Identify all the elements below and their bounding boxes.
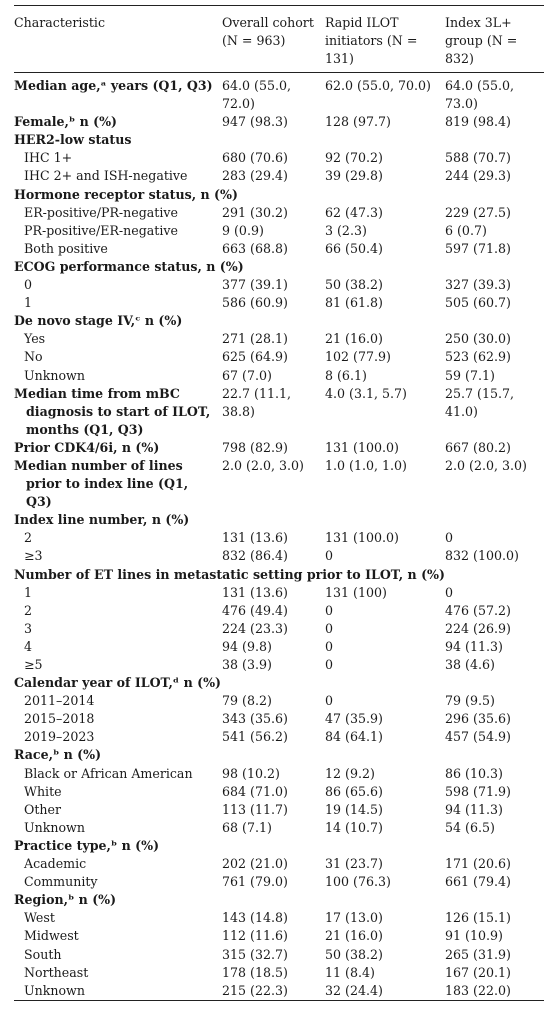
row-label-cell: 4 <box>24 638 33 654</box>
row-label-cell: Northeast <box>24 964 89 980</box>
row-label-cell: Academic <box>24 856 87 872</box>
value-cell: 684 (71.0) <box>222 783 288 799</box>
value-cell <box>325 403 445 421</box>
row-label-cell: 2 <box>24 602 33 618</box>
value-cell: 663 (68.8) <box>222 240 288 256</box>
table-row <box>14 584 544 602</box>
row-label-cell: Other <box>24 801 61 817</box>
value-cell: 0 <box>445 530 454 546</box>
table-row <box>14 421 544 439</box>
baseline-characteristics-table-page <box>14 0 544 1001</box>
value-cell: 91 (10.9) <box>445 928 503 944</box>
table-row <box>14 294 544 312</box>
value-cell: 598 (71.9) <box>445 783 511 799</box>
value-cell: 265 (31.9) <box>445 946 511 962</box>
value-cell: 128 (97.7) <box>325 114 391 130</box>
value-cell: 250 (30.0) <box>445 331 511 347</box>
value-cell: 94 (11.3) <box>445 801 503 817</box>
value-cell: 667 (80.2) <box>445 439 511 455</box>
table-row <box>14 312 544 330</box>
value-cell: 0 <box>325 620 334 636</box>
value-cell <box>325 475 445 493</box>
table-row <box>14 204 544 222</box>
row-label-cell: Both positive <box>24 240 108 256</box>
value-cell: 476 (49.4) <box>222 602 288 618</box>
row-label-cell: Median number of lines <box>14 457 183 473</box>
value-cell: 8 (6.1) <box>325 367 367 383</box>
header-rapid-ilot-initiators: Rapid ILOT initiators (N = 131) <box>325 6 445 73</box>
row-label-cell: IHC 1+ <box>24 150 73 166</box>
table-row <box>14 982 544 1001</box>
value-cell <box>325 493 445 511</box>
value-cell: 62 (47.3) <box>325 204 383 220</box>
section-heading-cell: Calendar year of ILOT,ᵈ n (%) <box>14 675 222 691</box>
table-row <box>14 674 544 692</box>
table-row <box>14 457 544 475</box>
value-cell: 79 (8.2) <box>222 693 272 709</box>
row-label-cell: Median time from mBC <box>14 385 180 401</box>
section-heading-cell: HER2-low status <box>14 132 132 148</box>
value-cell: 315 (32.7) <box>222 946 288 962</box>
value-cell <box>445 475 544 493</box>
value-cell: 588 (70.7) <box>445 150 511 166</box>
table-row <box>14 186 544 204</box>
row-label-continuation: diagnosis to start of ILOT, <box>26 403 211 419</box>
section-heading-cell: De novo stage IV,ᶜ n (%) <box>14 313 183 329</box>
value-cell: 0 <box>325 657 334 672</box>
value-cell: 38 (4.6) <box>445 657 495 672</box>
row-label-continuation: Q3) <box>26 494 52 510</box>
value-cell: 102 (77.9) <box>325 349 391 365</box>
value-cell: 41.0) <box>445 403 478 419</box>
value-cell: 761 (79.0) <box>222 874 288 890</box>
value-cell: 597 (71.8) <box>445 240 511 256</box>
value-cell: 143 (14.8) <box>222 910 288 926</box>
value-cell: 66 (50.4) <box>325 240 383 256</box>
table-row <box>14 873 544 891</box>
table-row <box>14 240 544 258</box>
value-cell: 2.0 (2.0, 3.0) <box>445 457 527 473</box>
value-cell <box>445 421 544 439</box>
value-cell: 17 (13.0) <box>325 910 383 926</box>
table-row <box>14 113 544 131</box>
characteristics-table <box>14 6 544 1001</box>
row-label-cell: No <box>24 349 43 365</box>
table-row <box>14 475 544 493</box>
row-label-cell: ER-positive/PR-negative <box>24 204 178 220</box>
value-cell: 832 (100.0) <box>445 548 519 564</box>
section-heading-cell: Number of ET lines in metastatic setting prior to ILOT, n (%) <box>14 566 445 582</box>
table-row <box>14 819 544 837</box>
row-label-cell: South <box>24 946 62 962</box>
value-cell: 541 (56.2) <box>222 729 288 745</box>
row-label-cell: Unknown <box>24 367 85 383</box>
table-row <box>14 946 544 964</box>
table-row <box>14 403 544 421</box>
value-cell: 523 (62.9) <box>445 349 511 365</box>
value-cell: 86 (65.6) <box>325 783 383 799</box>
value-cell: 661 (79.4) <box>445 874 511 890</box>
table-row <box>14 149 544 167</box>
table-row <box>14 511 544 529</box>
value-cell: 9 (0.9) <box>222 222 264 238</box>
table-row <box>14 728 544 746</box>
row-label-cell: West <box>24 910 55 926</box>
value-cell: 11 (8.4) <box>325 964 375 980</box>
table-row <box>14 855 544 873</box>
value-cell: 126 (15.1) <box>445 910 511 926</box>
value-cell: 131 (13.6) <box>222 530 288 546</box>
row-label-cell: White <box>24 783 62 799</box>
row-label-cell: PR-positive/ER-negative <box>24 222 178 238</box>
row-label-cell: Black or African American <box>24 765 193 781</box>
value-cell: 22.7 (11.1, <box>222 385 292 401</box>
row-label-cell: Yes <box>24 331 46 347</box>
value-cell: 0 <box>445 584 454 600</box>
row-label-cell: ≥3 <box>24 548 43 564</box>
table-body <box>14 73 544 1001</box>
row-label-cell: Unknown <box>14 982 222 1001</box>
value-cell: 131 (100.0) <box>325 530 399 546</box>
value-cell: 94 (11.3) <box>445 638 503 654</box>
table-row <box>14 222 544 240</box>
table-row <box>14 837 544 855</box>
table-row <box>14 547 544 565</box>
value-cell: 377 (39.1) <box>222 277 288 293</box>
row-label-cell: 2011–2014 <box>24 693 95 709</box>
value-cell: 62.0 (55.0, 70.0) <box>325 78 431 93</box>
section-heading-cell: Practice type,ᵇ n (%) <box>14 837 160 853</box>
table-row <box>14 493 544 511</box>
value-cell: 67 (7.0) <box>222 367 272 383</box>
table-row <box>14 566 544 584</box>
section-heading-cell: ECOG performance status, n (%) <box>14 258 244 274</box>
value-cell: 84 (64.1) <box>325 729 383 745</box>
value-cell: 50 (38.2) <box>325 277 383 293</box>
value-cell: 798 (82.9) <box>222 439 288 455</box>
section-heading-cell: Race,ᵇ n (%) <box>14 747 102 763</box>
value-cell: 947 (98.3) <box>222 114 288 130</box>
row-label-cell: Community <box>24 874 98 890</box>
table-row <box>14 367 544 385</box>
table-row <box>14 801 544 819</box>
table-row <box>14 258 544 276</box>
value-cell: 64.0 (55.0, 72.0) <box>222 78 292 112</box>
value-cell: 92 (70.2) <box>325 150 383 166</box>
row-label-cell: IHC 2+ and ISH-negative <box>24 168 188 184</box>
row-label-cell: 2 <box>24 530 33 546</box>
value-cell: 3 (2.3) <box>325 222 367 238</box>
value-cell: 86 (10.3) <box>445 765 503 781</box>
value-cell: 625 (64.9) <box>222 349 288 365</box>
value-cell: 131 (13.6) <box>222 584 288 600</box>
value-cell: 244 (29.3) <box>445 168 511 184</box>
value-cell: 31 (23.7) <box>325 856 383 872</box>
section-heading-cell: Region,ᵇ n (%) <box>14 892 117 908</box>
value-cell: 0 <box>325 693 334 709</box>
value-cell: 25.7 (15.7, <box>445 385 515 401</box>
table-row <box>14 656 544 674</box>
value-cell: 131 (100.0) <box>325 439 399 455</box>
value-cell: 12 (9.2) <box>325 765 375 781</box>
value-cell: 178 (18.5) <box>222 964 288 980</box>
value-cell: 167 (20.1) <box>445 964 511 980</box>
value-cell: 38.8) <box>222 403 255 419</box>
table-row <box>14 891 544 909</box>
value-cell: 0 <box>325 602 334 618</box>
section-heading-cell: Index line number, n (%) <box>14 512 190 528</box>
value-cell: 457 (54.9) <box>445 729 511 745</box>
value-cell: 202 (21.0) <box>222 856 288 872</box>
table-row <box>14 602 544 620</box>
value-cell: 21 (16.0) <box>325 331 383 347</box>
value-cell <box>222 421 325 439</box>
value-cell: 476 (57.2) <box>445 602 511 618</box>
value-cell: 39 (29.8) <box>325 168 383 184</box>
table-row <box>14 529 544 547</box>
row-label-cell <box>14 421 222 439</box>
value-cell: 505 (60.7) <box>445 295 511 311</box>
table-row <box>14 765 544 783</box>
header-index-3l-group: Index 3L+ group (N = 832) <box>445 6 544 73</box>
table-row <box>14 73 544 114</box>
value-cell: 832 (86.4) <box>222 548 288 564</box>
value-cell: 2.0 (2.0, 3.0) <box>222 457 304 473</box>
table-header-row <box>14 6 544 73</box>
value-cell: 38 (3.9) <box>222 657 272 672</box>
table-row <box>14 348 544 366</box>
table-row <box>14 276 544 294</box>
value-cell: 32 (24.4) <box>325 982 445 1001</box>
value-cell: 224 (23.3) <box>222 620 288 636</box>
row-label-continuation: months (Q1, Q3) <box>26 421 144 437</box>
table-row <box>14 927 544 945</box>
header-characteristic: Characteristic <box>14 6 222 73</box>
row-label-cell: Median age,ᵃ years (Q1, Q3) <box>14 78 213 93</box>
value-cell: 79 (9.5) <box>445 693 495 709</box>
value-cell: 680 (70.6) <box>222 150 288 166</box>
value-cell: 112 (11.6) <box>222 928 288 944</box>
row-label-cell: 2015–2018 <box>24 711 95 727</box>
value-cell: 6 (0.7) <box>445 222 487 238</box>
value-cell: 0 <box>325 548 334 564</box>
value-cell: 113 (11.7) <box>222 801 288 817</box>
table-row <box>14 620 544 638</box>
row-label-cell: Unknown <box>24 819 85 835</box>
row-label-cell: 1 <box>24 584 33 600</box>
value-cell <box>445 493 544 511</box>
value-cell: 81 (61.8) <box>325 295 383 311</box>
table-row <box>14 746 544 764</box>
value-cell: 327 (39.3) <box>445 277 511 293</box>
value-cell: 98 (10.2) <box>222 765 280 781</box>
row-label-cell: 1 <box>24 295 33 311</box>
table-row <box>14 909 544 927</box>
value-cell: 224 (26.9) <box>445 620 511 636</box>
value-cell: 215 (22.3) <box>222 982 325 1001</box>
value-cell: 68 (7.1) <box>222 819 272 835</box>
row-label-cell <box>14 403 222 421</box>
row-label-cell: 3 <box>24 620 33 636</box>
value-cell: 586 (60.9) <box>222 295 288 311</box>
value-cell: 183 (22.0) <box>445 982 544 1001</box>
value-cell: 4.0 (3.1, 5.7) <box>325 385 407 401</box>
value-cell: 100 (76.3) <box>325 874 391 890</box>
value-cell: 819 (98.4) <box>445 114 511 130</box>
value-cell: 47 (35.9) <box>325 711 383 727</box>
value-cell: 64.0 (55.0, 73.0) <box>445 78 515 112</box>
value-cell: 291 (30.2) <box>222 204 288 220</box>
row-label-cell: Prior CDK4/6i, n (%) <box>14 439 160 455</box>
value-cell: 54 (6.5) <box>445 819 495 835</box>
value-cell: 343 (35.6) <box>222 711 288 727</box>
row-label-cell: Midwest <box>24 928 79 944</box>
value-cell: 271 (28.1) <box>222 331 288 347</box>
row-label-cell <box>14 475 222 493</box>
table-row <box>14 783 544 801</box>
value-cell: 229 (27.5) <box>445 204 511 220</box>
table-row <box>14 167 544 185</box>
value-cell <box>222 493 325 511</box>
table-row <box>14 692 544 710</box>
table-row <box>14 439 544 457</box>
value-cell: 296 (35.6) <box>445 711 511 727</box>
table-row <box>14 710 544 728</box>
table-row <box>14 330 544 348</box>
value-cell: 283 (29.4) <box>222 168 288 184</box>
value-cell: 131 (100) <box>325 584 387 600</box>
value-cell: 59 (7.1) <box>445 367 495 383</box>
row-label-cell: Female,ᵇ n (%) <box>14 114 118 130</box>
row-label-cell: 2019–2023 <box>24 729 95 745</box>
value-cell: 1.0 (1.0, 1.0) <box>325 457 407 473</box>
table-row <box>14 131 544 149</box>
value-cell <box>325 421 445 439</box>
row-label-cell <box>14 493 222 511</box>
section-heading-cell: Hormone receptor status, n (%) <box>14 186 238 202</box>
row-label-cell: ≥5 <box>24 657 43 672</box>
table-row <box>14 964 544 982</box>
value-cell: 94 (9.8) <box>222 638 272 654</box>
value-cell: 14 (10.7) <box>325 819 383 835</box>
table-row <box>14 385 544 403</box>
header-overall-cohort: Overall cohort (N = 963) <box>222 6 325 73</box>
value-cell: 0 <box>325 638 334 654</box>
value-cell: 50 (38.2) <box>325 946 383 962</box>
value-cell: 171 (20.6) <box>445 856 511 872</box>
value-cell: 19 (14.5) <box>325 801 383 817</box>
table-row <box>14 638 544 656</box>
row-label-cell: 0 <box>24 277 33 293</box>
value-cell <box>222 475 325 493</box>
value-cell: 21 (16.0) <box>325 928 383 944</box>
row-label-continuation: prior to index line (Q1, <box>26 476 189 492</box>
